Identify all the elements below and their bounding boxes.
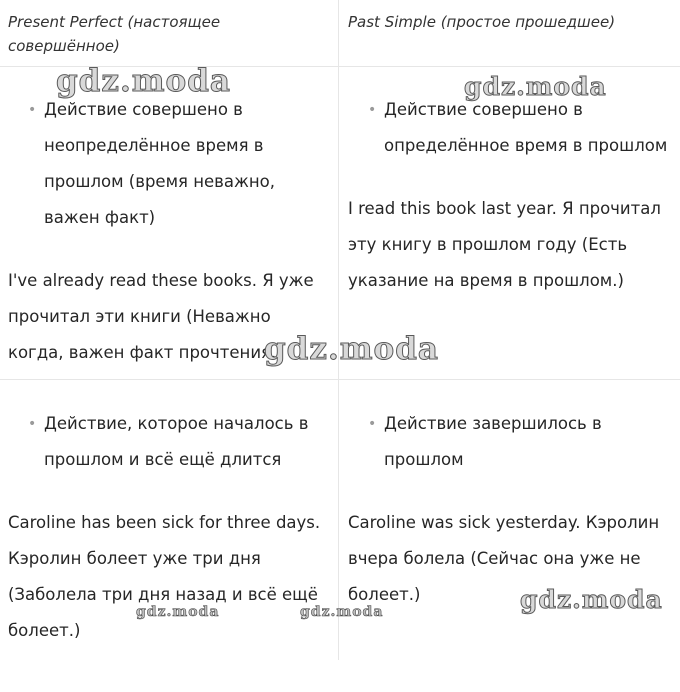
table-header-row — [0, 0, 680, 67]
watermark: gdz.moda — [56, 63, 231, 99]
header-cell — [340, 0, 680, 66]
header-past-simple: Past Simple (простое прошедшее) — [348, 13, 616, 31]
rule-bullet: • Действие совершено в определённое время в прошлом — [348, 92, 680, 164]
rule-bullet: • Действие совершено в неопределённое время в прошлом (время неважно, важен факт) — [8, 92, 326, 236]
rule-bullet: • Действие, которое началось в прошлом и всё ещё длится — [8, 406, 339, 478]
watermark: gdz.moda — [464, 72, 607, 101]
rule-bullet: • Действие завершилось в прошлом — [348, 406, 614, 478]
example-text: I've already read these books. Я уже прочитал эти книги (Неважно когда, важен факт прочтения.) — [8, 271, 314, 362]
watermark: gdz.moda — [264, 331, 439, 367]
example-text: I read this book last year. Я прочитал эту книгу в прошлом году (Есть указание на время в прошлом.) — [348, 199, 661, 290]
watermark: gdz.moda — [520, 585, 663, 614]
watermark: gdz.moda — [136, 604, 220, 620]
example-text: Caroline was sick yesterday. Кэролин вчера болела (Сейчас она уже не болеет.) — [348, 513, 660, 604]
watermark: gdz.moda — [300, 604, 384, 620]
header-present-perfect: Present Perfect (настоящее совершённое) — [8, 13, 221, 55]
table-cell — [340, 379, 680, 660]
header-cell — [0, 0, 339, 66]
example-text: Caroline has been sick for three days. Кэролин болеет уже три дня (Заболела три дня назад и всё ещё болеет.) — [8, 513, 321, 640]
